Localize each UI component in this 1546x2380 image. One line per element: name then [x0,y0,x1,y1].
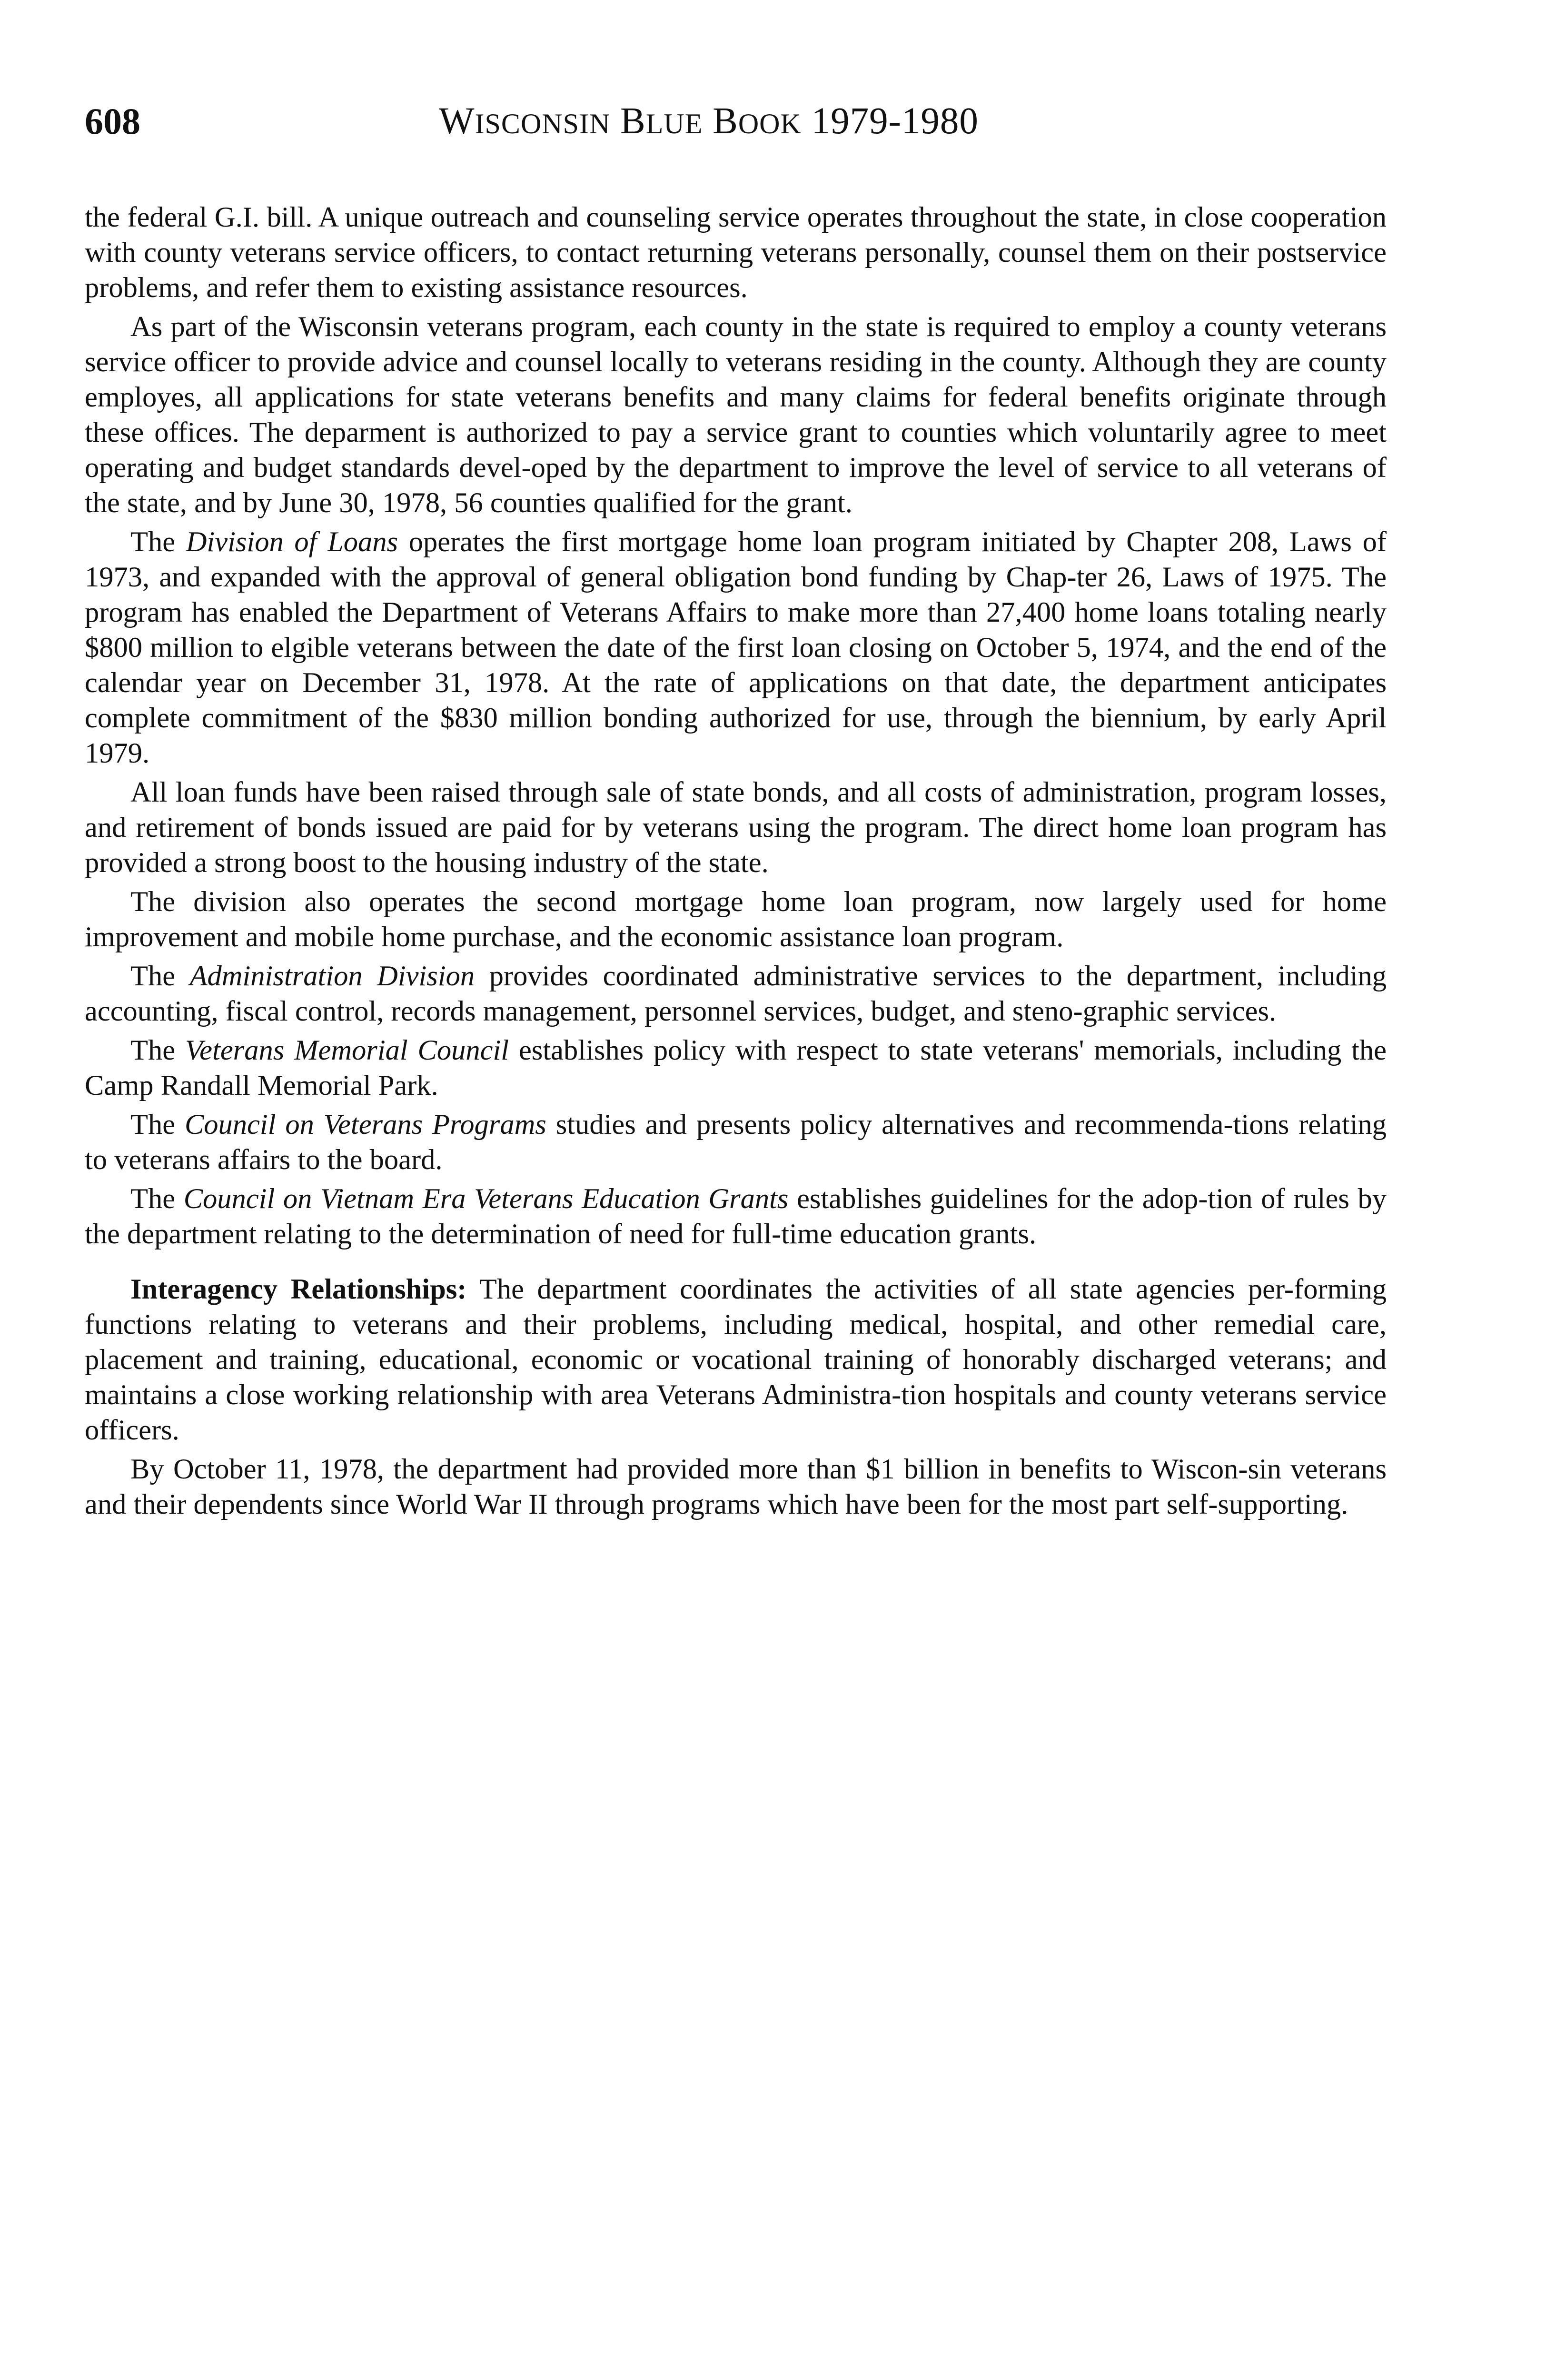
page-header [85,95,1398,148]
paragraph-interagency-relationships [85,1272,1387,1452]
p3-lead: The [130,526,186,558]
body-text [85,200,1387,1526]
p9-lead: The [130,1183,184,1215]
title-smallcaps-ook: OOK [738,108,802,139]
paragraph-vietnam-era-council [85,1181,1387,1256]
p8-italic-council-veterans-programs: Council on Veterans Programs [184,1109,546,1140]
paragraph-billion-benefits: By October 11, 1978, the department had provided more than $1 billion in benefits to Wiscon-sin veterans and their dependents since World War II through programs which have been for the most part self-supporting. [85,1453,1387,1520]
p3-italic-division-of-loans: Division of Loans [186,526,398,558]
p6-italic-administration-division: Administration Division [189,960,475,992]
page-number: 608 [85,100,140,142]
paragraph-veterans-memorial-council [85,1033,1387,1107]
p9-rest: establishes guidelines for the adop-tion of rules by the department relating to the determination of need for full-time education grants. [85,1183,1387,1250]
title-years: 1979-1980 [811,100,979,142]
title-letter-b2: B [713,100,738,142]
paragraph-council-veterans-programs [85,1107,1387,1181]
p10-rest: The department coordinates the activities of all state agencies per-forming functions relating to veterans and their problems, including medical, hospital, and other remedial care, placement and training, educational, economic or vocational training of honorably discharged veterans; and maintains a close working relationship with area Veterans Administra-tion hospitals and county veterans service officers. [85,1273,1387,1446]
p7-lead: The [130,1034,185,1066]
paragraph-gi-bill-outreach: the federal G.I. bill. A unique outreach and counseling service operates throughout the state, in close cooperation with county veterans service officers, to contact returning veterans personally, counsel them on their postservice problems, and refer them to existing assistance resources. [85,201,1387,304]
paragraph-division-of-loans [85,525,1387,775]
p9-italic-vietnam-era-council: Council on Vietnam Era Veterans Education Grants [183,1183,789,1215]
p8-lead: The [130,1109,185,1140]
title-letter-w: W [439,100,475,142]
paragraph-county-service-officers: As part of the Wisconsin veterans program, each county in the state is required to employ a county veterans service officer to provide advice and counsel locally to veterans residing in the county. Although they are county employes, all applications for state veterans benefits and many claims for federal benefits originate through these offices. The deparment is authorized to pay a service grant to counties which voluntarily agree to meet operating and budget standards devel-oped by the department to improve the level of service to all veterans of the state, and by June 30, 1978, 56 counties qualified for the grant. [85,311,1387,519]
running-title [439,95,979,150]
p7-rest: establishes policy with respect to state veterans' memorials, including the Camp Randall Memorial Park. [85,1034,1387,1101]
p6-rest: provides coordinated administrative services to the department, including accounting, fiscal control, records management, personnel services, budget, and steno-graphic services. [85,960,1387,1027]
p10-bold-heading: Interagency Relationships: [130,1273,467,1305]
p3-rest: operates the first mortgage home loan program initiated by Chapter 208, Laws of 1973, and expanded with the approval of general obligation bond funding by Chap-ter 26, Laws of 1975. The program has enabled the Department of Veterans Affairs to make more than 27,400 home loans totaling nearly $800 million to elgible veterans between the date of the first loan closing on October 5, 1974, and the end of the calendar year on December 31, 1978. At the rate of applications on that date, the department anticipates complete commitment of the $830 million bonding authorized for use, through the biennium, by early April 1979. [85,526,1387,769]
paragraph-administration-division [85,959,1387,1033]
p6-lead: The [130,960,190,992]
title-smallcaps-lue: LUE [645,108,703,139]
p8-rest: studies and presents policy alternatives and recommenda-tions relating to veterans affairs to the board. [85,1109,1387,1176]
title-letter-b: B [620,100,646,142]
paragraph-second-mortgage: The division also operates the second mortgage home loan program, now largely used for home improvement and mobile home purchase, and the economic assistance loan program. [85,886,1387,953]
title-smallcaps-isconsin: ISCONSIN [475,108,611,139]
p7-italic-veterans-memorial-council: Veterans Memorial Council [185,1034,509,1066]
paragraph-loan-funds: All loan funds have been raised through sale of state bonds, and all costs of administration, program losses, and retirement of bonds issued are paid for by veterans using the program. The direct home loan program has provided a strong boost to the housing industry of the state. [85,776,1387,879]
